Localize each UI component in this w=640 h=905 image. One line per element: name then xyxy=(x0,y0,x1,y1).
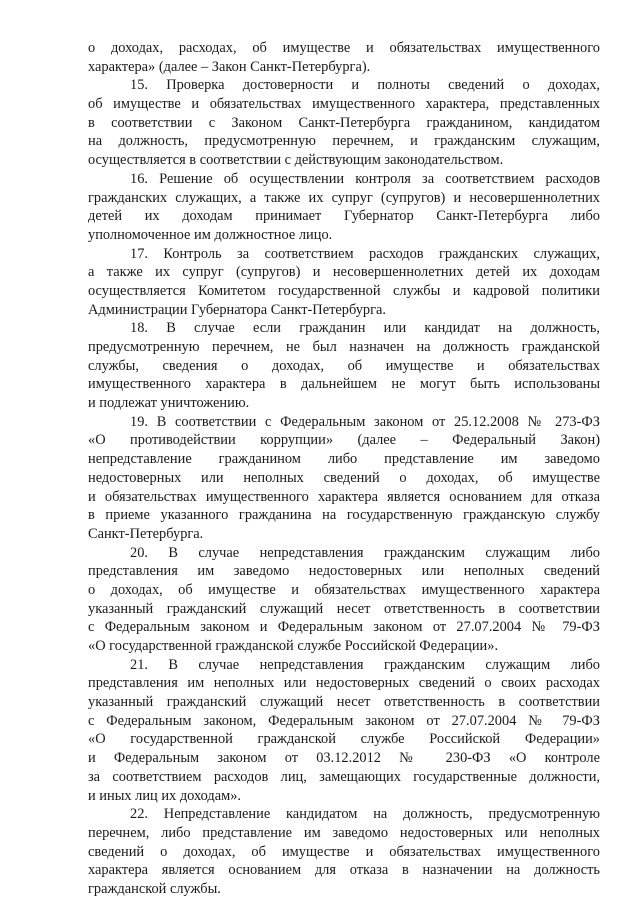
text-line: «О государственной гражданской службе Российской Федерации». xyxy=(88,638,499,654)
text-line: детей их доходам принимает Губернатор Санкт-Петербурга либо xyxy=(88,208,600,225)
text-line: указанный гражданский служащий несет ответственность в соответствии xyxy=(88,600,600,617)
text-line: о доходах, расходах, об имуществе и обязательствах имущественного xyxy=(88,40,600,56)
paragraph-p22 xyxy=(88,805,600,898)
text-line: характера является основанием для отказа в назначении на должность xyxy=(88,862,600,879)
text-line: 18. В случае если гражданин или кандидат на должность, xyxy=(130,320,600,337)
text-line: 15. Проверка достоверности и полноты сведений о доходах, xyxy=(130,77,600,94)
text-line: об имуществе и обязательствах имущественного характера, представленных xyxy=(88,96,600,113)
text-line: предусмотренную перечнем, не был назначен на должность гражданской xyxy=(88,339,600,355)
text-line: 21. В случае непредставления гражданским служащим либо xyxy=(130,656,600,673)
text-line: Санкт-Петербурга. xyxy=(88,525,204,542)
text-line: и иных лиц их доходам». xyxy=(88,787,242,804)
text-line: и Федеральным законом от 03.12.2012 № 230-ФЗ «О контроле xyxy=(88,750,600,767)
paragraph-p17 xyxy=(88,245,600,320)
text-line: и подлежат уничтожению. xyxy=(88,395,250,412)
text-line: гражданской службы. xyxy=(88,880,221,897)
text-line: перечнем, либо представление им заведомо недостоверных или неполных xyxy=(88,824,600,841)
text-line: Администрации Губернатора Санкт-Петербурга. xyxy=(88,301,387,318)
paragraph-p20 xyxy=(88,544,600,656)
text-line: сведений о доходах, об имуществе и обязательствах имущественного xyxy=(88,843,600,860)
text-line: с Федеральным законом, Федеральным законом от 27.07.2004 № 79-ФЗ xyxy=(88,712,600,729)
paragraph-p18 xyxy=(88,319,600,412)
text-line: осуществляется Комитетом государственной службы и кадровой политики xyxy=(88,282,600,299)
text-line: указанный гражданский служащий несет ответственность в соответствии xyxy=(88,694,600,711)
text-line: недостоверных или неполных сведений о доходах, об имуществе xyxy=(88,469,600,486)
text-line: «О противодействии коррупции» (далее – Федеральный Закон) xyxy=(88,432,600,449)
text-line: «О государственной гражданской службе Российской Федерации» xyxy=(88,731,600,748)
text-line: в приеме указанного гражданина на государственную гражданскую службу xyxy=(88,507,600,524)
paragraph-p15 xyxy=(88,76,600,169)
text-line: 22. Непредставление кандидатом на должность, предусмотренную xyxy=(130,806,600,823)
text-line: с Федеральным законом и Федеральным законом от 27.07.2004 № 79-ФЗ xyxy=(88,619,600,636)
text-line: в соответствии с Законом Санкт-Петербурга гражданином, кандидатом xyxy=(88,114,600,131)
text-line: представления им неполных или недостоверных сведений о своих расходах xyxy=(88,675,600,692)
text-line: имущественного характера в дальнейшем не могут быть использованы xyxy=(88,376,600,393)
text-line: а также их супруг (супругов) и несовершеннолетних детей их доходам xyxy=(88,264,600,281)
paragraph-p19 xyxy=(88,413,600,544)
text-line: 19. В соответствии с Федеральным законом от 25.12.2008 № 273-ФЗ xyxy=(130,413,600,430)
text-line: непредставление гражданином либо представление им заведомо xyxy=(88,451,600,468)
text-line: 17. Контроль за соответствием расходов гражданских служащих, xyxy=(130,245,600,262)
text-line: службы, сведения о доходах, об имуществе и обязательствах xyxy=(88,357,600,374)
text-line: на должность, предусмотренную перечнем, и гражданским служащим, xyxy=(88,133,600,150)
text-line: представления им заведомо недостоверных или неполных сведений xyxy=(88,563,600,580)
paragraph-p21 xyxy=(88,656,600,806)
paragraph-p16 xyxy=(88,170,600,245)
text-line: 16. Решение об осуществлении контроля за соответствием расходов xyxy=(130,170,600,187)
text-line: осуществляется в соответствии с действующим законодательством. xyxy=(88,152,504,169)
text-line: за соответствием расходов лиц, замещающих государственные должности, xyxy=(88,768,600,785)
text-line: о доходах, об имуществе и обязательствах имущественного характера xyxy=(88,581,600,598)
paragraph-p14-end xyxy=(88,39,600,76)
text-line: и обязательствах имущественного характера является основанием для отказа xyxy=(88,488,600,505)
text-line: характера» (далее – Закон Санкт-Петербурга). xyxy=(88,58,371,75)
text-line: гражданских служащих, а также их супруг (супругов) и несовершеннолетних xyxy=(88,189,600,206)
text-line: 20. В случае непредставления гражданским служащим либо xyxy=(130,544,600,561)
text-line: уполномоченное им должностное лицо. xyxy=(88,226,333,243)
